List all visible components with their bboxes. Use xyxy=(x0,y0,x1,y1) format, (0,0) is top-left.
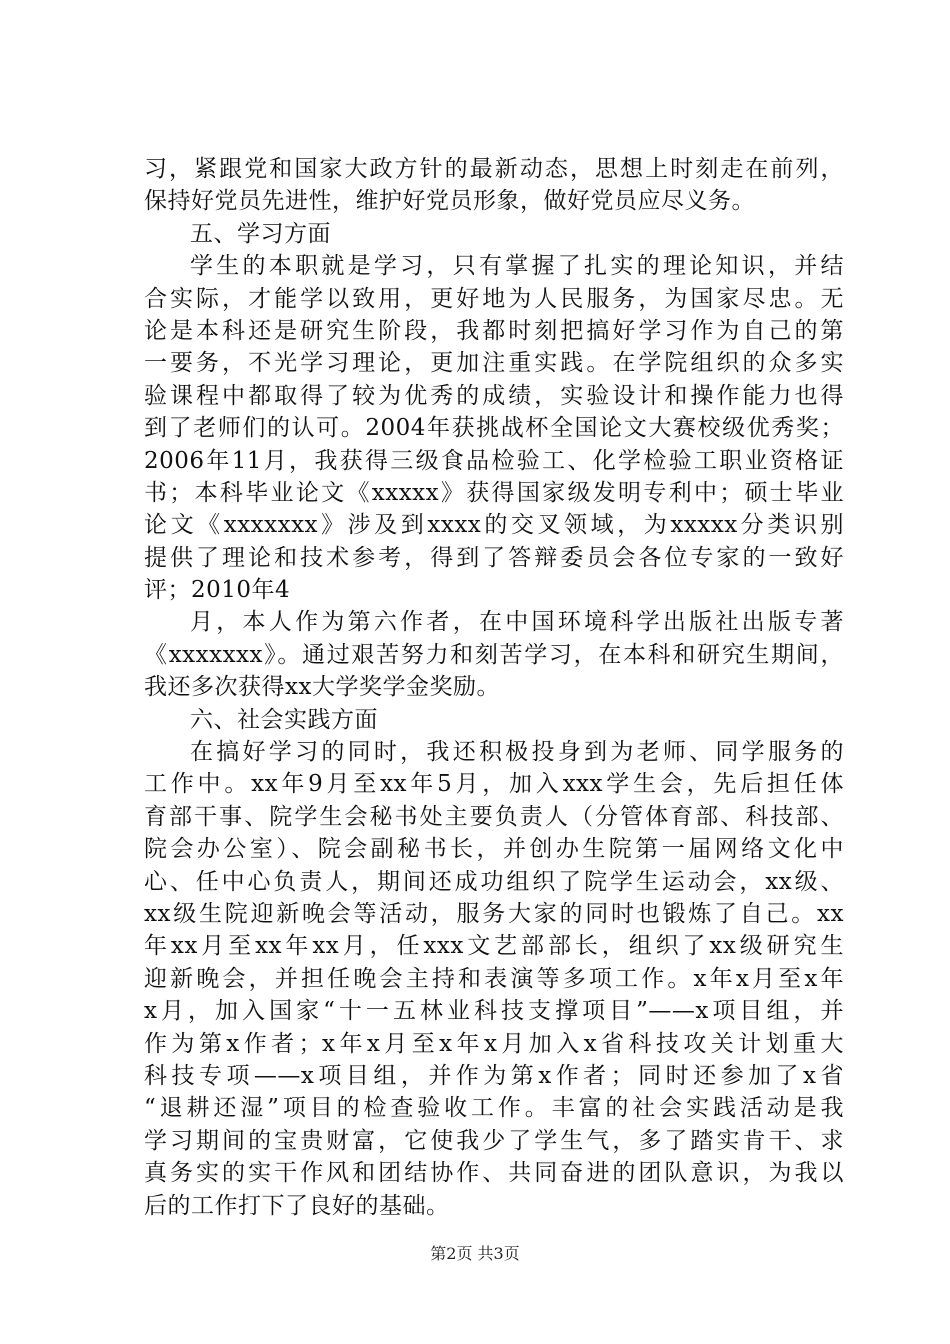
text-line: x月，加入国家“十一五林业科技支撑项目”——x项目组，并 xyxy=(144,998,844,1025)
text-line: 学生的本职就是学习，只有掌握了扎实的理论知识，并结 xyxy=(190,253,844,280)
text-line: 2006年11月，我获得三级食品检验工、化学检验工职业资格证 xyxy=(144,447,844,474)
text-line: 评；2010年4 xyxy=(144,577,291,604)
text-line: “退耕还湿”项目的检查验收工作。丰富的社会实践活动是我 xyxy=(144,1095,844,1122)
section-heading: 五、学习方面 xyxy=(190,220,331,247)
text-line: 院会办公室）、院会副秘书长，并创办生院第一届网络文化中 xyxy=(144,836,844,863)
text-line: 保持好党员先进性，维护好党员形象，做好党员应尽义务。 xyxy=(144,188,755,215)
text-line: 月，本人作为第六作者，在中国环境科学出版社出版专著 xyxy=(190,609,844,636)
text-line: xx级生院迎新晚会等活动，服务大家的同时也锻炼了自己。xx xyxy=(144,900,844,927)
text-line: 在搞好学习的同时，我还积极投身到为老师、同学服务的 xyxy=(190,739,844,766)
text-line: 育部干事、院学生会秘书处主要负责人（分管体育部、科技部、 xyxy=(144,803,844,830)
document-body xyxy=(144,153,844,1222)
text-line: 年xx月至xx年xx月，任xxx文艺部部长，组织了xx级研究生 xyxy=(144,933,844,960)
text-line: 我还多次获得xx大学奖学金奖励。 xyxy=(144,674,500,701)
text-line: 合实际，才能学以致用，更好地为人民服务，为国家尽忠。无 xyxy=(144,285,844,312)
text-line: 论文《xxxxxxx》涉及到xxxx的交叉领域，为xxxxx分类识别 xyxy=(144,512,844,539)
text-line: 验课程中都取得了较为优秀的成绩，实验设计和操作能力也得 xyxy=(144,382,844,409)
text-line: 到了老师们的认可。2004年获挑战杯全国论文大赛校级优秀奖； xyxy=(144,415,844,442)
section-heading: 六、社会实践方面 xyxy=(190,706,378,733)
text-line: 提供了理论和技术参考，得到了答辩委员会各位专家的一致好 xyxy=(144,544,844,571)
text-line: 《xxxxxxx》。通过艰苦努力和刻苦学习，在本科和研究生期间， xyxy=(144,641,844,668)
text-line: 真务实的实干作风和团结协作、共同奋进的团队意识，为我以 xyxy=(144,1160,844,1187)
text-line: 作为第x作者；x年x月至x年x月加入x省科技攻关计划重大 xyxy=(144,1030,844,1057)
text-line: 心、任中心负责人，期间还成功组织了院学生运动会，xx级、 xyxy=(144,868,844,895)
text-line: 一要务，不光学习理论，更加注重实践。在学院组织的众多实 xyxy=(144,350,844,377)
text-line: 工作中。xx年9月至xx年5月，加入xxx学生会，先后担任体 xyxy=(144,771,844,798)
text-line: 学习期间的宝贵财富，它使我少了学生气，多了踏实肯干、求 xyxy=(144,1127,844,1154)
text-line: 习，紧跟党和国家大政方针的最新动态，思想上时刻走在前列， xyxy=(144,156,844,182)
text-line: 书；本科毕业论文《xxxxx》获得国家级发明专利中；硕士毕业 xyxy=(144,479,844,506)
text-line: 迎新晚会，并担任晚会主持和表演等多项工作。x年x月至x年 xyxy=(144,965,844,992)
page-footer: 第2页 共3页 xyxy=(430,1244,520,1263)
text-line: 后的工作打下了良好的基础。 xyxy=(144,1192,450,1219)
text-line: 论是本科还是研究生阶段，我都时刻把搞好学习作为自己的第 xyxy=(144,317,844,344)
text-line: 科技专项——x项目组，并作为第x作者；同时还参加了x省 xyxy=(144,1062,844,1089)
